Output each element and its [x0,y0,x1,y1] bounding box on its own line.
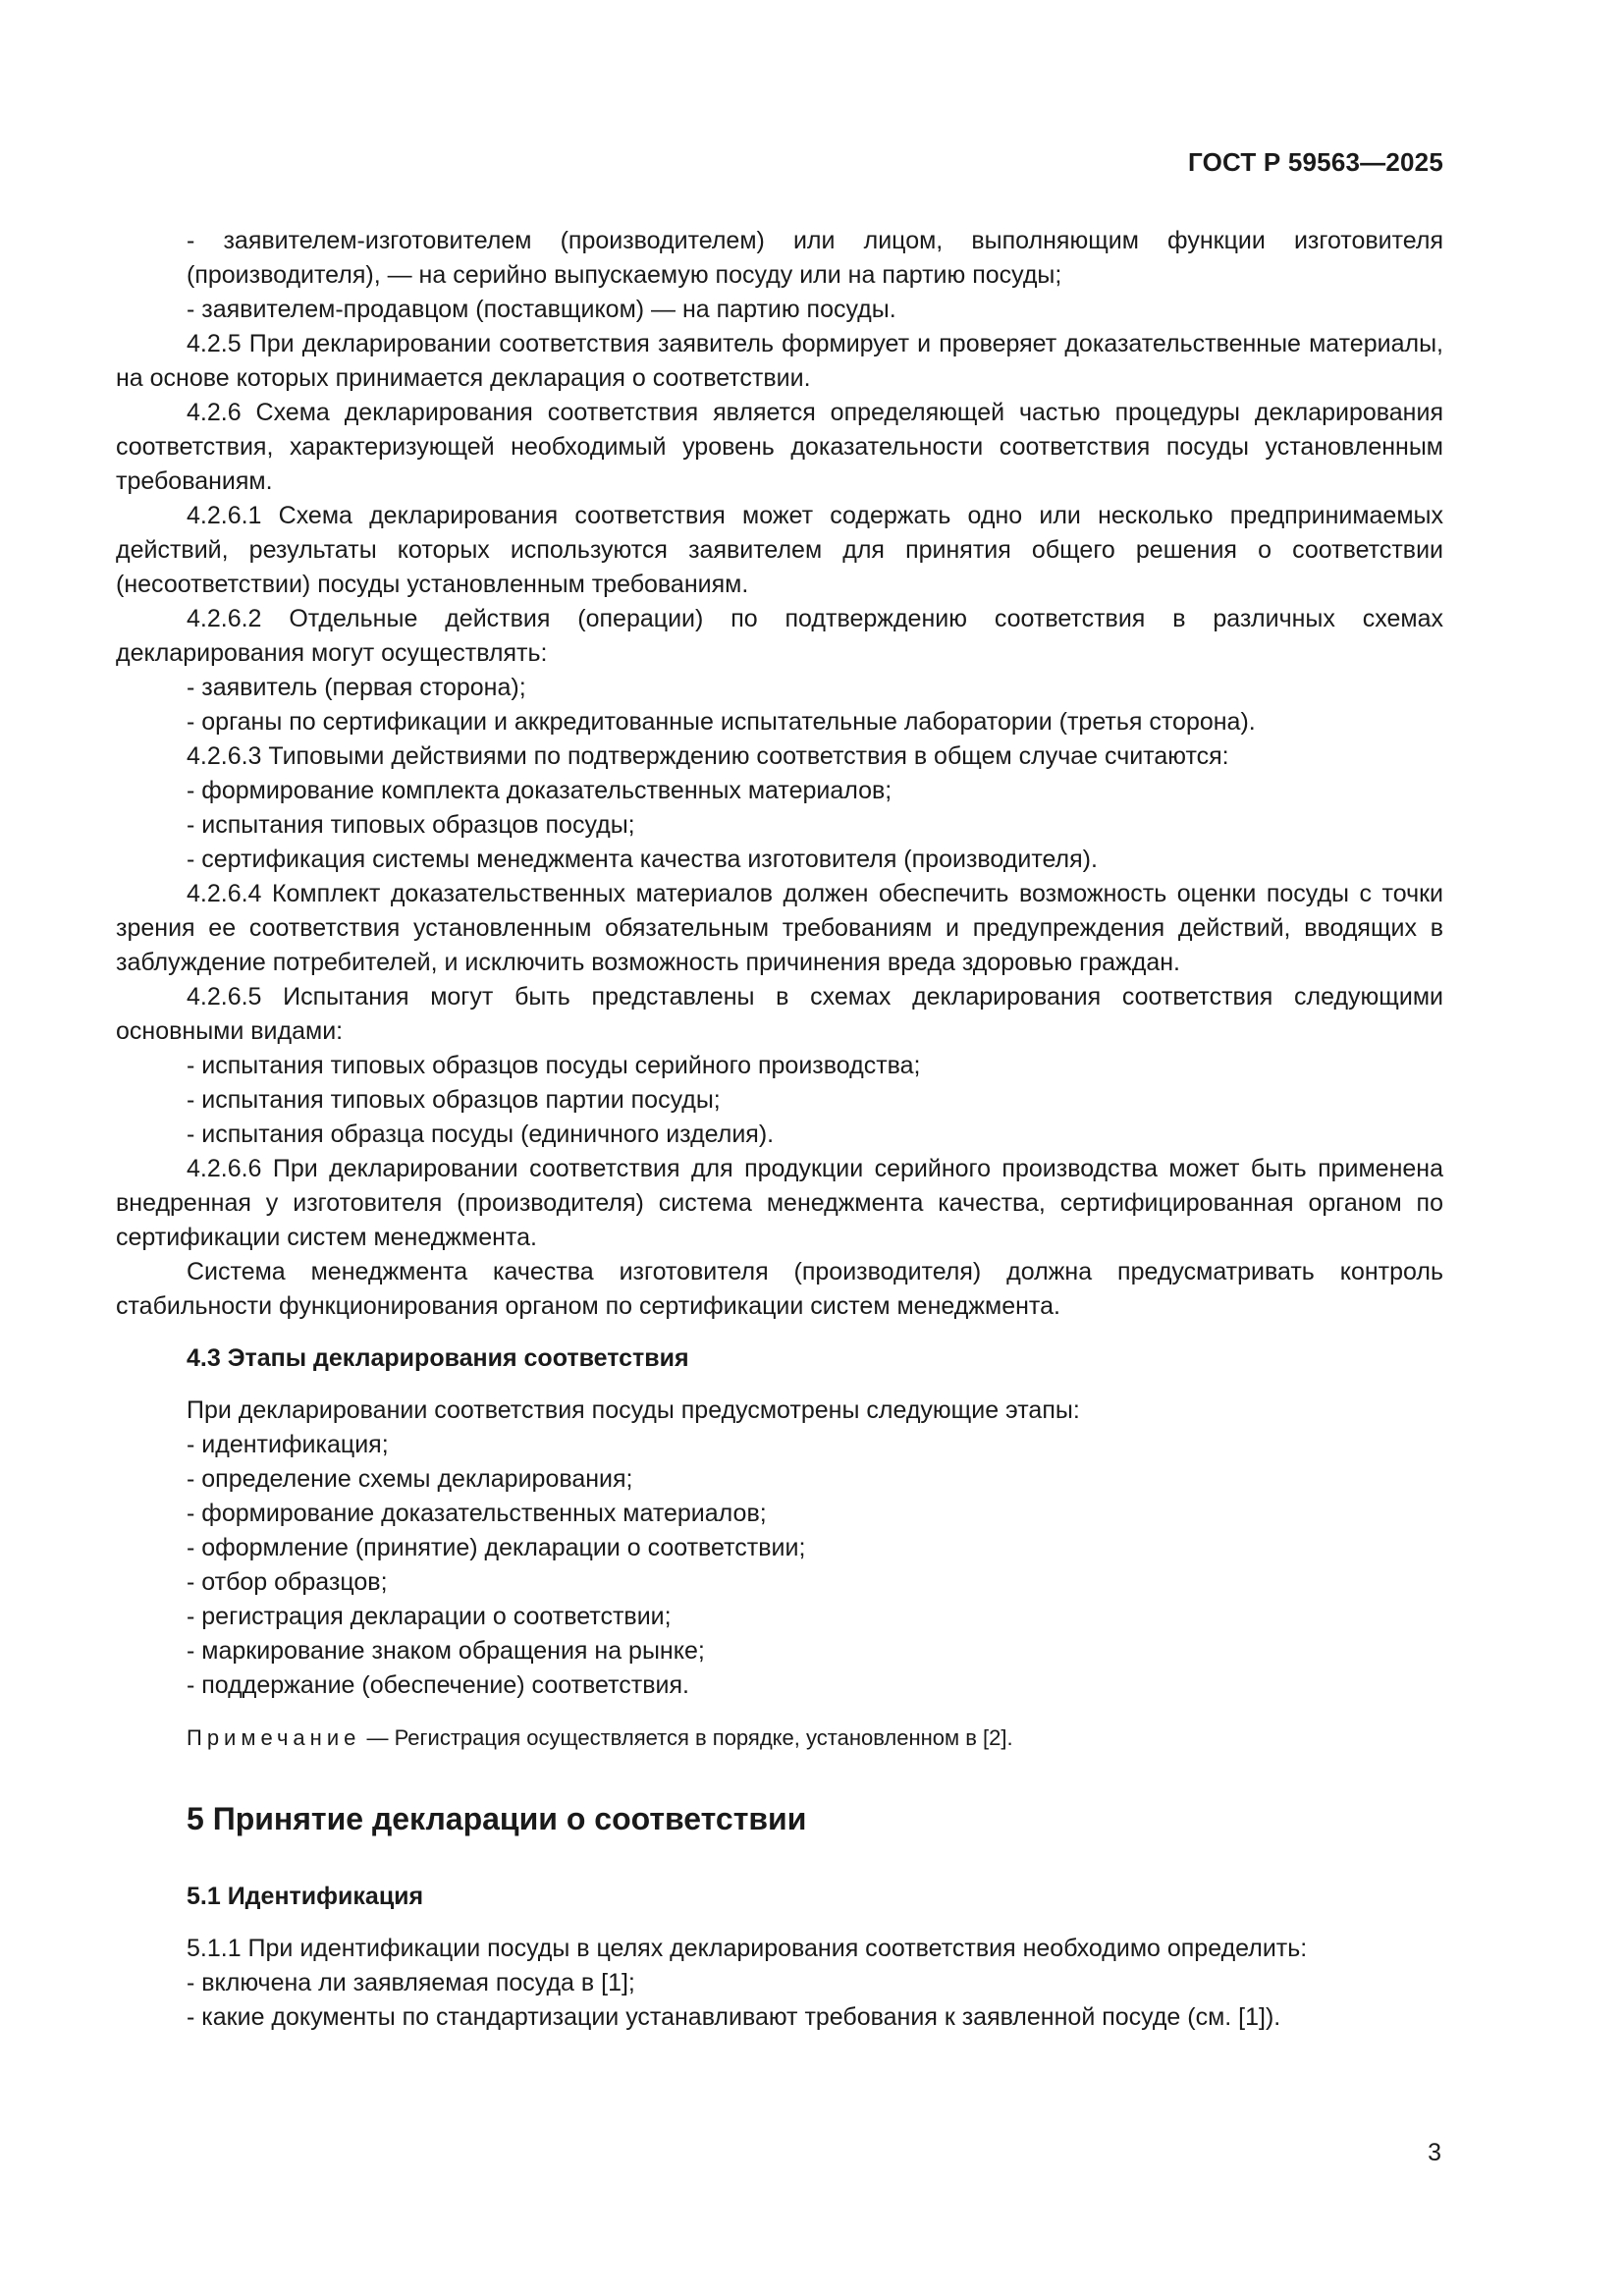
paragraph: 4.2.6.6 При декларировании соответствия для продукции серийного производства может быть применена внедренная у изготовителя (производителя) система менеджмента качества, сертифицированная органом по сертификации систем менеджмента. [116,1155,1443,1251]
list-item: - поддержание (обеспечение) соответствия. [187,1671,689,1699]
chapter-heading: 5 Принятие декларации о соответствии [187,1801,807,1836]
note-text: — Регистрация осуществляется в порядке, установленном в [2]. [360,1725,1013,1750]
list-item: - идентификация; [187,1431,389,1458]
list-item: - органы по сертификации и аккредитованные испытательные лаборатории (третья сторона). [187,708,1256,736]
list-item: - какие документы по стандартизации устанавливают требования к заявленной посуде (см. [1]). [187,2003,1281,2031]
section-heading: 5.1 Идентификация [187,1883,424,1910]
paragraph: 4.2.6.2 Отдельные действия (операции) по подтверждению соответствия в различных схемах декларирования могут осуществлять: [116,605,1443,667]
list-item: - испытания типовых образцов партии посуды; [187,1086,721,1114]
list-item: - регистрация декларации о соответствии; [187,1603,672,1630]
paragraph: 4.2.6 Схема декларирования соответствия является определяющей частью процедуры декларирования соответствия, характеризующей необходимый уровень доказательности соответствия посуды установленным требованиям. [116,399,1443,495]
list-item: - заявителем-изготовителем (производителем) или лицом, выполняющим функции изготовителя (производителя), — на серийно выпускаемую посуду или на партию посуды; [187,227,1443,289]
section-heading: 4.3 Этапы декларирования соответствия [187,1344,689,1372]
paragraph: 4.2.6.4 Комплект доказательственных материалов должен обеспечить возможность оценки посуды с точки зрения ее соответствия установленным обязательным требованиям и предупреждения действий, вводящих в заблуждение потребителей, и исключить возможность причинения вреда здоровью граждан. [116,880,1443,976]
paragraph: 4.2.6.5 Испытания могут быть представлены в схемах декларирования соответствия следующими основными видами: [116,983,1443,1045]
paragraph: 4.2.6.3 Типовыми действиями по подтверждению соответствия в общем случае считаются: [187,742,1229,770]
list-item: - испытания образца посуды (единичного изделия). [187,1121,775,1148]
list-item: - заявитель (первая сторона); [187,674,526,701]
note-label: Примечание [187,1725,361,1750]
list-item: - сертификация системы менеджмента качества изготовителя (производителя). [187,846,1098,873]
paragraph: Система менеджмента качества изготовителя (производителя) должна предусматривать контроль стабильности функционирования органом по сертификации систем менеджмента. [116,1258,1443,1320]
list-item: - маркирование знаком обращения на рынке; [187,1637,705,1665]
document-body [116,224,1443,2035]
list-item: - оформление (принятие) декларации о соответствии; [187,1534,806,1561]
paragraph: 4.2.5 При декларировании соответствия заявитель формирует и проверяет доказательственные материалы, на основе которых принимается декларация о соответствии. [116,330,1443,392]
list-item: - включена ли заявляемая посуда в [1]; [187,1969,635,1996]
list-item: - формирование доказательственных материалов; [187,1500,767,1527]
note [116,1722,1443,1754]
list-item: - отбор образцов; [187,1568,388,1596]
list-item: - заявителем-продавцом (поставщиком) — на партию посуды. [187,296,896,323]
paragraph: 5.1.1 При идентификации посуды в целях декларирования соответствия необходимо определить: [187,1935,1308,1962]
list-item: - определение схемы декларирования; [187,1465,633,1493]
page-number: 3 [1428,2139,1441,2166]
list-item: - формирование комплекта доказательственных материалов; [187,777,893,804]
paragraph: При декларировании соответствия посуды предусмотрены следующие этапы: [187,1396,1080,1424]
standard-code: ГОСТ Р 59563—2025 [1188,147,1443,177]
list-item: - испытания типовых образцов посуды; [187,811,635,839]
list-item: - испытания типовых образцов посуды серийного производства; [187,1052,921,1079]
paragraph: 4.2.6.1 Схема декларирования соответствия может содержать одно или несколько предпринимаемых действий, результаты которых используются заявителем для принятия общего решения о соответствии (несоответствии) посуды установленным требованиям. [116,502,1443,598]
